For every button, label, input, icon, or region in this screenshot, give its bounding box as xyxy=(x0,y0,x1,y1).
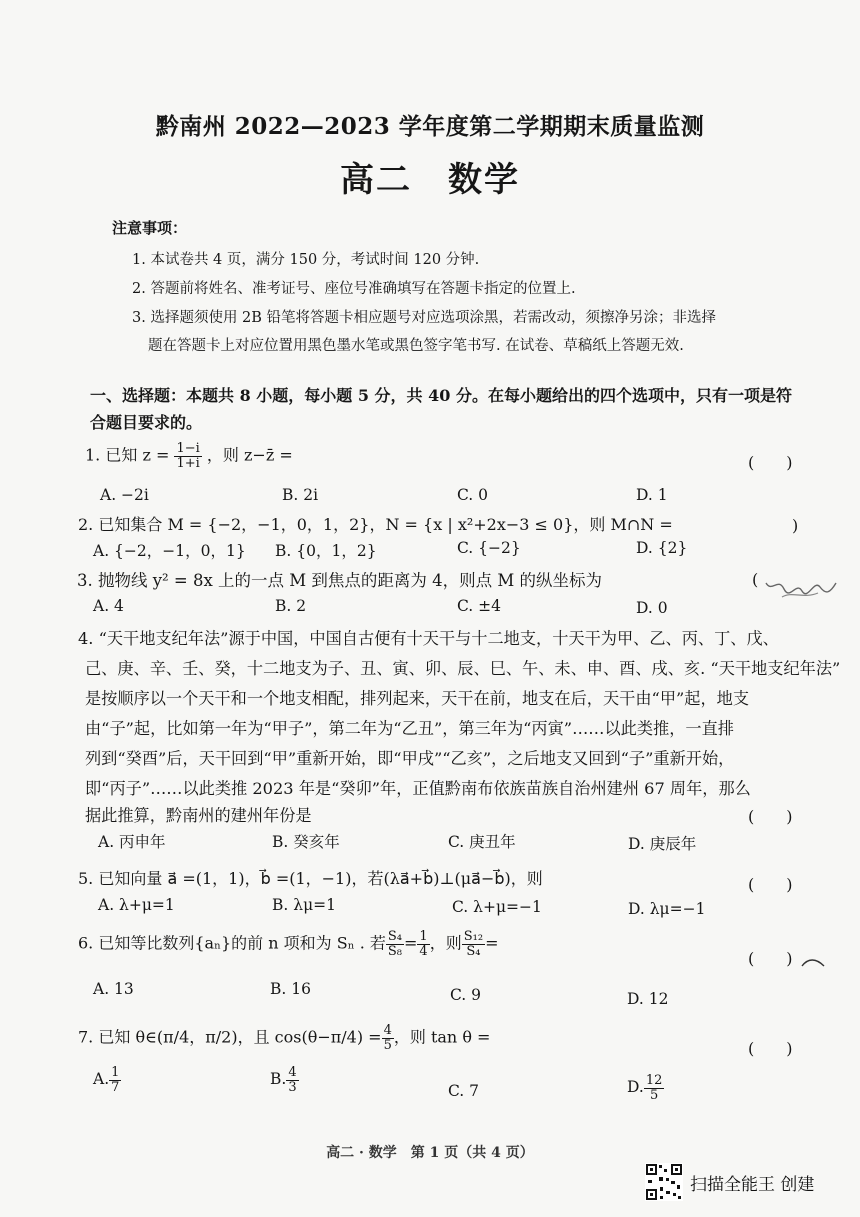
q7-b-num: 4 xyxy=(288,1065,297,1080)
q1-fraction xyxy=(174,442,201,470)
answer-bracket-6: ( ) xyxy=(748,949,793,968)
q2-option-b: B. {0，1，2} xyxy=(275,542,377,560)
page-footer: 高二 · 数学 第 1 页（共 4 页） xyxy=(326,1145,534,1161)
section-heading: 一、选择题：本题共 8 小题，每小题 5 分，共 40 分。在每小题给出的四个选项中，只有一项是符 xyxy=(90,386,792,405)
q6-f2-num: 1 xyxy=(419,929,428,944)
scanner-watermark: 扫描全能王 创建 xyxy=(690,1175,815,1195)
question-2: 2. 已知集合 M = {−2，−1，0，1，2}，N = {x | x²+2x−3 ≤ 0}，则 M∩N = xyxy=(78,515,673,534)
notice-item-3: 3. 选择题须使用 2B 铅笔将答题卡相应题号对应选项涂黑，若需改动，须擦净另涂；非选择 xyxy=(132,310,717,326)
question-4-line-7: 据此推算，黔南州的建州年份是 xyxy=(85,806,312,825)
question-4-line-2: 己、庚、辛、壬、癸，十二地支为子、丑、寅、卯、辰、巳、午、未、申、酉、戌、亥. “天干地支纪年法” xyxy=(85,659,841,678)
question-4-line-6: 即“丙子”……以此类推 2023 年是“癸卯”年，正值黔南布依族苗族自治州建州 67 周年，那么 xyxy=(85,779,751,798)
q1-option-a: A. −2i xyxy=(100,486,149,504)
q7-f-den: 5 xyxy=(383,1037,392,1053)
question-1 xyxy=(85,442,293,470)
question-4-line-5: 列到“癸酉”后，天干回到“甲”重新开始，即“甲戌”“乙亥”，之后地支又回到“子”重新开始， xyxy=(85,749,735,768)
q3-option-d: D. 0 xyxy=(636,599,668,617)
q6-fraction-1 xyxy=(386,930,404,958)
q1-prefix: 1. 已知 z = xyxy=(85,445,170,465)
q1-suffix: ，则 z−z̄ = xyxy=(206,445,293,465)
q5-option-a: A. λ+μ=1 xyxy=(98,896,175,914)
q7-option-a xyxy=(93,1066,121,1094)
exam-subtitle: 高二 数学 xyxy=(340,160,520,200)
q6-f3-num: S₁₂ xyxy=(463,929,484,944)
q7-d-num: 12 xyxy=(645,1073,663,1088)
question-4-line-4: 由“子”起，比如第一年为“甲子”，第二年为“乙丑”，第三年为“丙寅”……以此类推，一直排 xyxy=(85,719,734,738)
section-heading-cont: 合题目要求的。 xyxy=(90,413,203,432)
q7-d-label: D. xyxy=(627,1078,644,1097)
q1-option-d: D. 1 xyxy=(636,486,668,504)
notice-item-1: 1. 本试卷共 4 页，满分 150 分，考试时间 120 分钟. xyxy=(132,252,480,268)
q6-suffix: = xyxy=(485,933,499,953)
q6-fraction-3 xyxy=(462,930,485,958)
q6-option-b: B. 16 xyxy=(270,980,311,998)
q7-range: (π/4，π/2) xyxy=(156,1027,238,1047)
q7-a-label: A. xyxy=(93,1070,110,1089)
notice-heading: 注意事项： xyxy=(112,219,188,237)
pencil-mark xyxy=(800,956,826,970)
q2-option-d: D. {2} xyxy=(636,539,688,557)
q7-a-num: 1 xyxy=(111,1065,120,1080)
answer-bracket-1: ( ) xyxy=(748,453,793,472)
question-7 xyxy=(78,1024,490,1052)
answer-bracket-4: ( ) xyxy=(748,807,793,826)
q5-option-d: D. λμ=−1 xyxy=(628,900,706,918)
q7-mid: ，且 cos(θ−π/4) = xyxy=(237,1027,382,1047)
answer-bracket-3: ( xyxy=(752,570,759,589)
q4-option-d: D. 庚辰年 xyxy=(628,835,697,853)
q5-option-b: B. λμ=1 xyxy=(272,896,336,914)
q6-f1-num: S₄ xyxy=(387,929,403,944)
notice-item-2: 2. 答题前将姓名、准考证号、座位号准确填写在答题卡指定的位置上. xyxy=(132,281,576,297)
q3-option-b: B. 2 xyxy=(275,597,307,615)
q1-option-c: C. 0 xyxy=(457,486,489,504)
q7-option-c: C. 7 xyxy=(448,1082,480,1100)
q1-frac-num: 1−i xyxy=(176,441,200,456)
q4-option-b: B. 癸亥年 xyxy=(272,833,340,851)
q7-option-b xyxy=(270,1066,299,1094)
q6-f1-den: S₈ xyxy=(387,943,403,959)
answer-bracket-7: ( ) xyxy=(748,1039,793,1058)
question-4-line-3: 是按顺序以一个天干和一个地支相配，排列起来，天干在前，地支在后，天干由“甲”起，地支 xyxy=(85,689,750,708)
qr-code-icon xyxy=(645,1163,683,1201)
q5-option-c: C. λ+μ=−1 xyxy=(452,898,542,916)
q1-option-b: B. 2i xyxy=(282,486,319,504)
q1-frac-den: 1+i xyxy=(176,455,200,471)
question-6 xyxy=(78,930,498,958)
q7-b-den: 3 xyxy=(288,1079,297,1095)
question-5: 5. 已知向量 a⃗ =(1，1)，b⃗ =(1，−1)，若(λa⃗+b⃗)⊥(μa⃗−b⃗)，则 xyxy=(78,869,543,888)
q6-f3-den: S₄ xyxy=(466,943,481,959)
q7-b-fraction xyxy=(286,1066,298,1094)
exam-title: 黔南州 2022—2023 学年度第二学期期末质量监测 xyxy=(155,113,705,140)
q3-option-a: A. 4 xyxy=(93,597,124,615)
q6-option-c: C. 9 xyxy=(450,986,482,1004)
q7-b-label: B. xyxy=(270,1070,287,1089)
q6-mid: ，则 xyxy=(429,933,462,953)
q6-f2-den: 4 xyxy=(419,943,428,959)
q7-prefix: 7. 已知 θ∈ xyxy=(78,1027,157,1047)
q7-d-fraction xyxy=(644,1074,665,1102)
q6-eq: = xyxy=(404,933,418,953)
q2-option-c: C. {−2} xyxy=(457,539,521,557)
q7-a-den: 7 xyxy=(111,1079,120,1095)
answer-bracket-2: ) xyxy=(792,516,799,535)
q7-option-d xyxy=(627,1074,664,1102)
answer-bracket-5: ( ) xyxy=(748,875,793,894)
q7-fraction xyxy=(382,1024,394,1052)
q6-fraction-2 xyxy=(417,930,429,958)
q4-option-c: C. 庚丑年 xyxy=(448,833,516,851)
q2-option-a: A. {−2，−1，0，1} xyxy=(93,542,246,560)
q7-d-den: 5 xyxy=(649,1087,659,1103)
q6-prefix: 6. 已知等比数列{aₙ}的前 n 项和为 Sₙ . 若 xyxy=(78,933,386,953)
question-4-line-1: 4. “天干地支纪年法”源于中国，中国自古便有十天干与十二地支，十天干为甲、乙、丙、丁、戊、 xyxy=(78,629,779,648)
q7-suffix: ，则 tan θ = xyxy=(393,1027,491,1047)
pencil-scribble xyxy=(762,573,838,601)
q7-a-fraction xyxy=(109,1066,121,1094)
q3-option-c: C. ±4 xyxy=(457,597,502,615)
question-3: 3. 抛物线 y² = 8x 上的一点 M 到焦点的距离为 4，则点 M 的纵坐标为 xyxy=(77,571,603,590)
q4-option-a: A. 丙申年 xyxy=(98,833,166,851)
q6-option-a: A. 13 xyxy=(93,980,134,998)
notice-item-3-cont: 题在答题卡上对应位置用黑色墨水笔或黑色签字笔书写. 在试卷、草稿纸上答题无效. xyxy=(148,338,684,354)
q6-option-d: D. 12 xyxy=(627,990,669,1008)
q7-f-num: 4 xyxy=(383,1023,392,1038)
